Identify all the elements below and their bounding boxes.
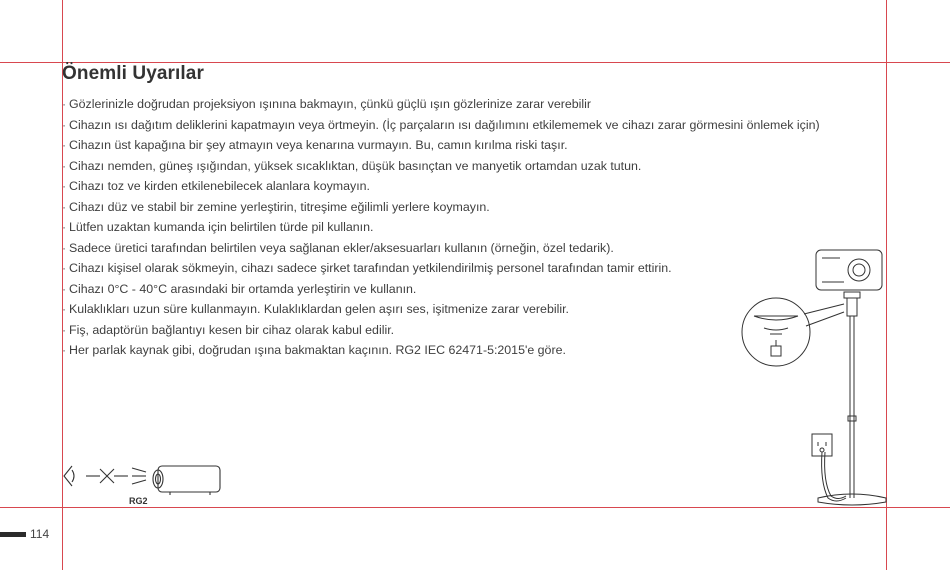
warning-text: Cihazın ısı dağıtım deliklerini kapatmayın veya örtmeyin. (İç parçaların ısı dağılımını etkilememek ve cihazı zarar görmesini önlemek için) <box>69 117 820 132</box>
warning-item <box>62 342 820 363</box>
bullet-marker: · <box>62 97 67 111</box>
warnings-list <box>62 96 820 363</box>
page-number-bar <box>0 532 26 537</box>
warning-text: Lütfen uzaktan kumanda için belirtilen türde pil kullanın. <box>69 220 374 234</box>
bullet-marker: · <box>62 158 67 173</box>
warning-text: Cihazı nemden, güneş ışığından, yüksek sıcaklıktan, düşük basınçtan ve manyetik ortamdan uzak tutun. <box>69 158 642 173</box>
warning-item <box>62 240 820 261</box>
page-number: 114 <box>30 527 50 541</box>
warning-text: Cihazı düz ve stabil bir zemine yerleştirin, titreşime eğilimli yerlere koymayın. <box>69 199 490 214</box>
eye-icon <box>64 466 72 486</box>
bullet-marker: · <box>62 281 67 296</box>
bullet-marker: · <box>62 179 67 193</box>
warning-text: Her parlak kaynak gibi, doğrudan ışına bakmaktan kaçının. RG2 IEC 62471-5:2015'e göre. <box>69 343 566 357</box>
bullet-marker: · <box>62 199 67 214</box>
bullet-marker: · <box>62 343 67 357</box>
projector-icon <box>816 250 882 290</box>
bullet-marker: · <box>62 240 67 255</box>
warning-item <box>62 219 820 240</box>
warning-text: Gözlerinizle doğrudan projeksiyon ışınına bakmayın, çünkü güçlü ışın gözlerinize zarar verebilir <box>69 97 592 111</box>
warning-item <box>62 117 820 138</box>
warning-item <box>62 158 820 179</box>
warning-item <box>62 199 820 220</box>
rg2-label: RG2 <box>129 496 148 506</box>
bullet-marker: · <box>62 220 67 234</box>
warning-text: Cihazı toz ve kirden etkilenebilecek alanlara koymayın. <box>69 179 370 193</box>
warning-item <box>62 281 820 302</box>
warning-text: Cihazı kişisel olarak sökmeyin, cihazı sadece şirket tarafından yetkilendirilmiş personel tarafından tamir ettirin. <box>69 261 672 275</box>
warning-item <box>62 178 820 199</box>
bullet-marker: · <box>62 261 67 275</box>
bullet-marker: · <box>62 138 67 152</box>
bullet-marker: · <box>62 302 67 316</box>
warning-item <box>62 301 820 322</box>
warning-item <box>62 322 820 343</box>
warning-text: Cihazın üst kapağına bir şey atmayın veya kenarına vurmayın. Bu, camın kırılma riski taşır. <box>69 138 568 152</box>
warning-text: Cihazı 0°C - 40°C arasındaki bir ortamda yerleştirin ve kullanın. <box>69 281 417 296</box>
warning-text: Kulaklıkları uzun süre kullanmayın. Kulaklıklardan gelen aşırı ses, işitmenize zarar verebilir. <box>69 302 569 316</box>
bullet-marker: · <box>62 117 67 132</box>
warning-item <box>62 96 820 117</box>
bullet-marker: · <box>62 322 67 337</box>
projector-stand-illustration <box>740 246 890 508</box>
projector-icon <box>158 466 220 492</box>
warning-text: Fiş, adaptörün bağlantıyı kesen bir cihaz olarak kabul edilir. <box>69 322 395 337</box>
warning-item <box>62 137 820 158</box>
rg2-eye-hazard-illustration <box>60 458 230 508</box>
page-title: Önemli Uyarılar <box>62 63 204 84</box>
warning-text: Sadece üretici tarafından belirtilen veya sağlanan ekler/aksesuarları kullanın (örneğin, özel tedarik). <box>69 240 614 255</box>
warning-item <box>62 260 820 281</box>
